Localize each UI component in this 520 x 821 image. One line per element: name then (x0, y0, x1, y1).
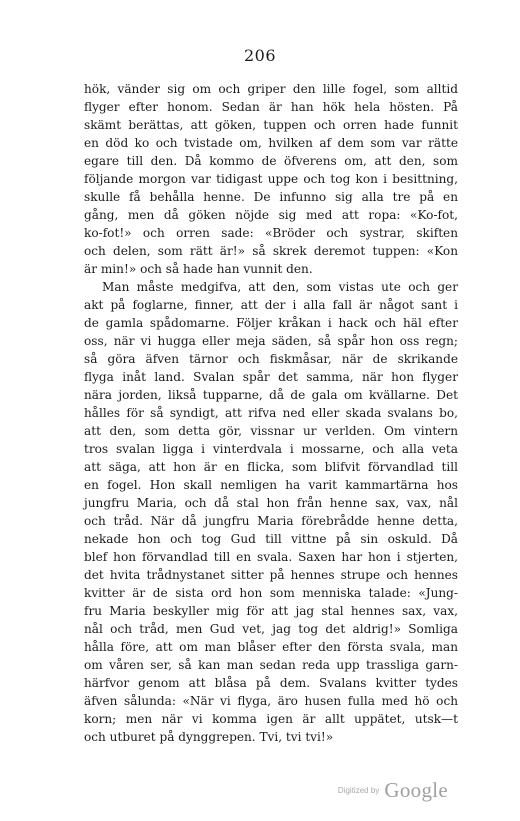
text-line: och delen, som rätt är!» så skrek deremot tuppen: «Kon (84, 244, 458, 258)
text-line: härfvor genom att blåsa på dem. Svalans kvitter tydes (84, 676, 458, 690)
text-line: de gamla spådomarne. Följer kråkan i hack och häl efter (84, 316, 458, 330)
text-line: om våren ser, så kan man sedan reda upp trassliga garn- (84, 658, 458, 672)
text-line: gång, men då göken nöjde sig med att ropa: «Ko-fot, (84, 208, 458, 222)
text-line: följande morgon var tidigast uppe och tog kon i besittning, (84, 172, 458, 186)
text-line: fru Maria beskyller mig för att jag stal hennes sax, vax, (84, 604, 458, 618)
text-line: nära jorden, likså tupparne, då de gala om kvällarne. Det (84, 388, 458, 402)
paragraph (84, 278, 458, 746)
text-line: en fogel. Hon skall nemligen ha varit kammartärna hos (84, 478, 458, 492)
text-line: hålla före, att om man blåser efter den första svala, man (84, 640, 458, 654)
text-line: och utburet på dynggrepen. Tvi, tvi tvi!» (84, 730, 334, 744)
text-line: tros svalan ligga i vinterdvala i mossarne, och alla veta (84, 442, 458, 456)
text-line: oss, när vi hugga eller meja säden, så spår hon oss regn; (84, 334, 458, 348)
body-text (84, 80, 458, 746)
text-line: så göra äfven tärnor och fiskmåsar, när de skrikande (84, 352, 458, 366)
text-line: akt på foglarne, finner, att der i alla fall är något sant i (84, 298, 458, 312)
text-line: ko-fot!» och orren sade: «Bröder och systrar, skiften (84, 226, 458, 240)
text-line: Man måste medgifva, att den, som vistas ute och ger (102, 280, 458, 294)
text-line: flyger efter honom. Sedan är han hök hela hösten. På (84, 100, 458, 114)
text-line: hök, vänder sig om och griper den lille fogel, som alltid (84, 82, 458, 96)
text-line: att säga, att hon är en flicka, som blifvit förvandlad till (84, 460, 458, 474)
text-line: nål och tråd, men Gud vet, jag tog det aldrig!» Somliga (84, 622, 458, 636)
google-logo: Google (384, 778, 448, 802)
text-line: skämt berättas, att göken, tuppen och orren hade funnit (84, 118, 458, 132)
text-line: hålles för så syndigt, att rifva ned eller skada svalans bo, (84, 406, 458, 420)
page-number: 206 (243, 46, 277, 65)
watermark-prefix: Digitized by (337, 786, 380, 795)
text-line: nekade hon och tog Gud till vittne på sin oskuld. Då (84, 532, 458, 546)
text-line: blef hon förvandlad till en svala. Saxen har hon i stjerten, (84, 550, 458, 564)
text-line: äfven sålunda: «När vi flyga, äro husen fulla med hö och (84, 694, 458, 708)
text-line: och tråd. När då jungfru Maria förebrådde henne detta, (84, 514, 458, 528)
text-line: är min!» och så hade han vunnit den. (84, 262, 313, 276)
text-line: det hvita trådnystanet sitter på hennes strupe och hennes (84, 568, 458, 582)
text-line: egare till den. Då kommo de öfverens om, att den, som (84, 154, 458, 168)
text-line: kvitter är de sista ord hon som menniska talade: «Jung- (84, 586, 458, 600)
text-line: skulle få behålla henne. De infunno sig alla tre på en (84, 190, 458, 204)
text-line: flyga inåt land. Svalan spår det samma, när hon flyger (84, 370, 458, 384)
paragraph (84, 80, 458, 278)
text-line: en död ko och tvistade om, hvilken af dem som var rätte (84, 136, 458, 150)
text-line: att den, som detta gör, vissnar ur verlden. Om vintern (84, 424, 458, 438)
text-line: korn; men när vi komma igen är allt uppätet, utsk—t (84, 712, 458, 726)
text-line: jungfru Maria, och då stal hon från henne sax, vax, nål (84, 496, 458, 510)
